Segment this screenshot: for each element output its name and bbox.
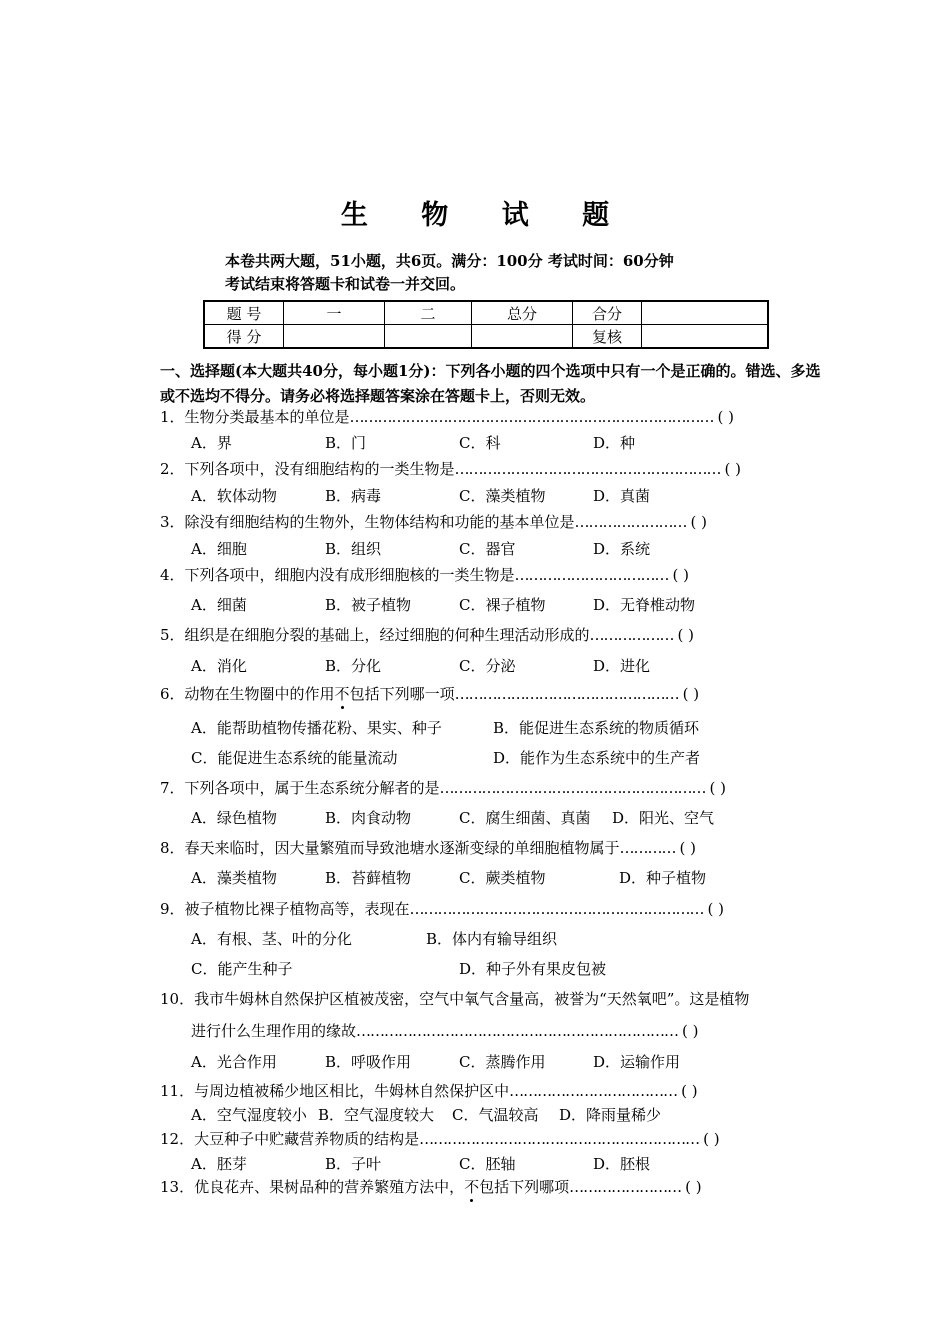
question-stem <box>160 624 694 645</box>
option: A．消化 <box>191 657 247 675</box>
leader-dots: ……………………………… <box>509 1082 678 1100</box>
option: B．门 <box>325 434 367 452</box>
score-cell <box>472 325 573 349</box>
option: B．病毒 <box>325 487 382 505</box>
option: D．阳光、空气 <box>612 809 715 827</box>
answer-paren: ( ) <box>681 1082 698 1100</box>
leader-dots: ……………… <box>589 626 674 644</box>
option: D．能作为生态系统中的生产者 <box>493 749 701 767</box>
question-text: 13．优良花卉、果树品种的营养繁殖方法中， <box>160 1178 465 1196</box>
option: B．苔藓植物 <box>325 869 412 887</box>
score-cell: 总分 <box>472 301 573 325</box>
option: D．种 <box>593 434 636 452</box>
question-text: 10．我市牛姆林自然保护区植被茂密，空气中氧气含量高，被誉为“天然氧吧”。这是植物 <box>160 990 750 1008</box>
option: D．真菌 <box>593 487 651 505</box>
option: C．分泌 <box>459 657 516 675</box>
option: B．体内有输导组织 <box>426 930 558 948</box>
answer-paren: ( ) <box>707 900 725 918</box>
question-text: 7．下列各项中，属于生态系统分解者的是 <box>160 779 440 797</box>
option: D．种子外有果皮包被 <box>459 960 607 978</box>
exam-submit-note: 考试结束将答题卡和试卷一并交回。 <box>225 275 466 293</box>
question-stem <box>160 898 724 919</box>
question-stem <box>160 406 734 427</box>
option: A．软体动物 <box>191 487 277 505</box>
option: B．子叶 <box>325 1155 382 1173</box>
question-stem <box>160 988 749 1009</box>
option: C．能促进生态系统的能量流动 <box>191 749 398 767</box>
option: B．分化 <box>325 657 382 675</box>
question-stem-continued <box>191 1020 699 1041</box>
question-stem <box>160 458 741 479</box>
score-table-row <box>204 301 768 325</box>
answer-paren: ( ) <box>690 513 708 531</box>
leader-dots: ………………………………………………… <box>454 460 721 478</box>
score-cell: 一 <box>284 301 385 325</box>
page-title: 生 物 试 题 <box>340 200 632 231</box>
option: A．有根、茎、叶的分化 <box>191 930 352 948</box>
option: C．器官 <box>459 540 516 558</box>
score-cell: 二 <box>385 301 472 325</box>
score-table-row <box>204 325 768 349</box>
question-text: 6．动物在生物圈中的作用 <box>160 685 335 703</box>
question-text: 8．春天来临时，因大量繁殖而导致池塘水逐渐变绿的单细胞植物属于 <box>160 839 620 857</box>
score-cell <box>642 301 769 325</box>
answer-paren: ( ) <box>672 566 690 584</box>
question-text: 包括下列哪项 <box>479 1178 570 1196</box>
leader-dots: ……………………………………………………… <box>409 900 704 918</box>
leader-dots: …………………… <box>574 513 687 531</box>
leader-dots: …………………………… <box>514 566 669 584</box>
option: A．胚芽 <box>191 1155 247 1173</box>
exam-info-note: 本卷共两大题，51小题，共6页。满分：100分 考试时间：60分钟 <box>225 252 674 270</box>
option: B．肉食动物 <box>325 809 412 827</box>
option: A．空气湿度较小 <box>191 1106 307 1124</box>
option: D．进化 <box>593 657 651 675</box>
emphasis-mark: 不 <box>464 1178 480 1196</box>
score-cell: 题 号 <box>204 301 284 325</box>
option: C．蒸腾作用 <box>459 1053 546 1071</box>
answer-paren: ( ) <box>682 685 700 703</box>
question-text: 1．生物分类最基本的单位是 <box>160 408 350 426</box>
leader-dots: …………………………………………………………… <box>356 1022 679 1040</box>
score-cell <box>385 325 472 349</box>
emphasis-mark: 不 <box>334 685 350 703</box>
option: B．空气湿度较大 <box>318 1106 435 1124</box>
option: D．无脊椎动物 <box>593 596 696 614</box>
question-text: 4．下列各项中，细胞内没有成形细胞核的一类生物是 <box>160 566 515 584</box>
question-stem <box>160 777 726 798</box>
score-cell: 合分 <box>573 301 642 325</box>
score-cell: 复核 <box>573 325 642 349</box>
question-text: 11．与周边植被稀少地区相比，牛姆林自然保护区中 <box>160 1082 510 1100</box>
question-stem <box>160 1128 720 1149</box>
leader-dots: ………………………………………………… <box>439 779 706 797</box>
option: A．光合作用 <box>191 1053 277 1071</box>
option: A．界 <box>191 434 232 452</box>
option: C．胚轴 <box>459 1155 516 1173</box>
score-table <box>203 300 769 349</box>
option: D．运输作用 <box>593 1053 681 1071</box>
option: D．降雨量稀少 <box>559 1106 662 1124</box>
option: B．组织 <box>325 540 382 558</box>
question-stem <box>160 511 707 532</box>
option: A．细胞 <box>191 540 247 558</box>
section-heading: 一、选择题(本大题共40分，每小题1分)：下列各小题的四个选项中只有一个是正确的。错选、多选或不选均不得分。请务必将选择题答案涂在答题卡上，否则无效。 <box>160 362 821 405</box>
option: C．气温较高 <box>452 1106 539 1124</box>
option: C．蕨类植物 <box>459 869 546 887</box>
leader-dots: …………………………………………………………………… <box>349 408 714 426</box>
option: D．种子植物 <box>619 869 707 887</box>
question-text: 进行什么生理作用的缘故 <box>191 1022 357 1040</box>
leader-dots: ………………………………………… <box>454 685 679 703</box>
leader-dots: ………… <box>619 839 676 857</box>
option: B．被子植物 <box>325 596 412 614</box>
option: C．腐生细菌、真菌 <box>459 809 591 827</box>
question-stem <box>160 683 699 704</box>
option: A．细菌 <box>191 596 247 614</box>
option: A．绿色植物 <box>191 809 277 827</box>
question-text: 5．组织是在细胞分裂的基础上，经过细胞的何种生理活动形成的 <box>160 626 590 644</box>
answer-paren: ( ) <box>682 1022 699 1040</box>
option: C．裸子植物 <box>459 596 546 614</box>
answer-paren: ( ) <box>703 1130 720 1148</box>
answer-paren: ( ) <box>717 408 735 426</box>
option: D．系统 <box>593 540 651 558</box>
option: D．胚根 <box>593 1155 651 1173</box>
question-text: 包括下列哪一项 <box>349 685 455 703</box>
option: A．藻类植物 <box>191 869 277 887</box>
score-cell <box>284 325 385 349</box>
option: A．能帮助植物传播花粉、果实、种子 <box>191 719 442 737</box>
option: C．能产生种子 <box>191 960 293 978</box>
leader-dots: …………………………………………………… <box>419 1130 700 1148</box>
answer-paren: ( ) <box>685 1178 702 1196</box>
answer-paren: ( ) <box>709 779 727 797</box>
question-text: 9．被子植物比裸子植物高等，表现在 <box>160 900 410 918</box>
question-text: 3．除没有细胞结构的生物外，生物体结构和功能的基本单位是 <box>160 513 575 531</box>
leader-dots: …………………… <box>569 1178 682 1196</box>
answer-paren: ( ) <box>724 460 742 478</box>
question-text: 2．下列各项中，没有细胞结构的一类生物是 <box>160 460 455 478</box>
answer-paren: ( ) <box>679 839 697 857</box>
option: C．藻类植物 <box>459 487 546 505</box>
question-stem <box>160 1176 702 1197</box>
question-stem <box>160 837 696 858</box>
score-cell <box>642 325 769 349</box>
question-text: 12．大豆种子中贮藏营养物质的结构是 <box>160 1130 420 1148</box>
answer-paren: ( ) <box>677 626 695 644</box>
score-cell: 得 分 <box>204 325 284 349</box>
question-stem <box>160 564 689 585</box>
option: B．能促进生态系统的物质循环 <box>493 719 700 737</box>
option: B．呼吸作用 <box>325 1053 412 1071</box>
question-stem <box>160 1080 698 1101</box>
option: C．科 <box>459 434 501 452</box>
